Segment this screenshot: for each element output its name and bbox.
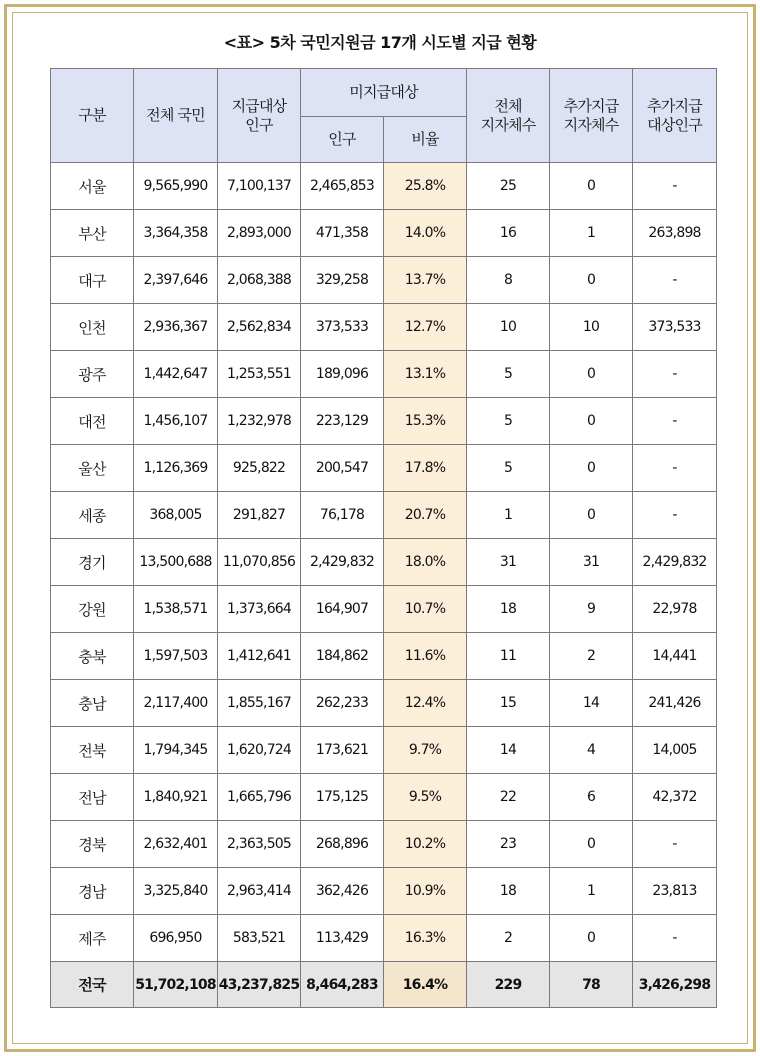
cell-target-population: 2,068,388 bbox=[218, 257, 301, 304]
header-unpaid-ratio: 비율 bbox=[384, 117, 467, 163]
cell-extra-local-govts: 1 bbox=[550, 868, 633, 915]
cell-unpaid-population: 362,426 bbox=[301, 868, 384, 915]
cell-region: 광주 bbox=[51, 351, 134, 398]
cell-target-population: 11,070,856 bbox=[218, 539, 301, 586]
cell-total-population: 1,442,647 bbox=[134, 351, 218, 398]
cell-region: 제주 bbox=[51, 915, 134, 962]
cell-total-population: 1,794,345 bbox=[134, 727, 218, 774]
table-row bbox=[51, 727, 717, 774]
header-unpaid: 미지급대상 bbox=[301, 69, 467, 117]
table-row bbox=[51, 210, 717, 257]
cell-unpaid-population: 223,129 bbox=[301, 398, 384, 445]
cell-extra-local-govts: 0 bbox=[550, 492, 633, 539]
cell-target-population: 583,521 bbox=[218, 915, 301, 962]
header-extra-target-population bbox=[633, 69, 717, 163]
cell-region: 대전 bbox=[51, 398, 134, 445]
table-body bbox=[51, 163, 717, 1008]
cell-target-population: 2,893,000 bbox=[218, 210, 301, 257]
cell-region: 서울 bbox=[51, 163, 134, 210]
cell-extra-local-govts: 4 bbox=[550, 727, 633, 774]
cell-target-population: 2,963,414 bbox=[218, 868, 301, 915]
cell-unpaid-population: 113,429 bbox=[301, 915, 384, 962]
cell-unpaid-population: 184,862 bbox=[301, 633, 384, 680]
cell-total-local-govts: 5 bbox=[467, 445, 550, 492]
cell-target-population: 1,855,167 bbox=[218, 680, 301, 727]
cell-unpaid-population: 2,429,832 bbox=[301, 539, 384, 586]
cell-target-population: 1,232,978 bbox=[218, 398, 301, 445]
cell-region: 울산 bbox=[51, 445, 134, 492]
table-row bbox=[51, 257, 717, 304]
cell-unpaid-population: 175,125 bbox=[301, 774, 384, 821]
cell-total-local-govts: 11 bbox=[467, 633, 550, 680]
cell-extra-target-population: 14,005 bbox=[633, 727, 717, 774]
table-row bbox=[51, 304, 717, 351]
cell-total-population: 1,840,921 bbox=[134, 774, 218, 821]
cell-extra-target-population: 2,429,832 bbox=[633, 539, 717, 586]
cell-unpaid-ratio: 20.7% bbox=[384, 492, 467, 539]
cell-unpaid-ratio: 15.3% bbox=[384, 398, 467, 445]
cell-extra-target-population: 241,426 bbox=[633, 680, 717, 727]
cell-extra-local-govts: 6 bbox=[550, 774, 633, 821]
total-extra-local-govts: 78 bbox=[550, 962, 633, 1008]
cell-unpaid-population: 268,896 bbox=[301, 821, 384, 868]
header-target-population-line1: 지급대상 bbox=[231, 96, 287, 115]
cell-region: 부산 bbox=[51, 210, 134, 257]
cell-extra-target-population: - bbox=[633, 351, 717, 398]
cell-extra-local-govts: 0 bbox=[550, 163, 633, 210]
cell-extra-local-govts: 0 bbox=[550, 398, 633, 445]
cell-extra-local-govts: 14 bbox=[550, 680, 633, 727]
cell-extra-target-population: - bbox=[633, 821, 717, 868]
cell-total-population: 2,936,367 bbox=[134, 304, 218, 351]
cell-extra-target-population: - bbox=[633, 915, 717, 962]
cell-total-local-govts: 16 bbox=[467, 210, 550, 257]
cell-region: 세종 bbox=[51, 492, 134, 539]
cell-total-population: 368,005 bbox=[134, 492, 218, 539]
cell-total-population: 1,538,571 bbox=[134, 586, 218, 633]
cell-target-population: 1,620,724 bbox=[218, 727, 301, 774]
cell-extra-target-population: - bbox=[633, 492, 717, 539]
cell-region: 전북 bbox=[51, 727, 134, 774]
table-row bbox=[51, 398, 717, 445]
header-region: 구분 bbox=[51, 69, 134, 163]
cell-extra-local-govts: 1 bbox=[550, 210, 633, 257]
cell-extra-target-population: 263,898 bbox=[633, 210, 717, 257]
cell-target-population: 1,412,641 bbox=[218, 633, 301, 680]
cell-target-population: 2,562,834 bbox=[218, 304, 301, 351]
cell-unpaid-population: 329,258 bbox=[301, 257, 384, 304]
header-total-local-govts-line2: 지자체수 bbox=[480, 115, 536, 134]
cell-extra-local-govts: 0 bbox=[550, 445, 633, 492]
cell-extra-target-population: 373,533 bbox=[633, 304, 717, 351]
cell-extra-target-population: - bbox=[633, 257, 717, 304]
cell-total-local-govts: 23 bbox=[467, 821, 550, 868]
cell-extra-local-govts: 0 bbox=[550, 915, 633, 962]
cell-region: 강원 bbox=[51, 586, 134, 633]
table-row bbox=[51, 586, 717, 633]
cell-extra-target-population: - bbox=[633, 163, 717, 210]
table-row bbox=[51, 680, 717, 727]
cell-unpaid-ratio: 10.9% bbox=[384, 868, 467, 915]
header-extra-local-govts-line2: 지자체수 bbox=[563, 115, 619, 134]
table-row bbox=[51, 868, 717, 915]
cell-unpaid-ratio: 10.2% bbox=[384, 821, 467, 868]
table-row bbox=[51, 445, 717, 492]
table-row bbox=[51, 163, 717, 210]
cell-total-population: 1,456,107 bbox=[134, 398, 218, 445]
header-target-population-line2: 인구 bbox=[245, 115, 273, 134]
cell-total-local-govts: 14 bbox=[467, 727, 550, 774]
table-row bbox=[51, 539, 717, 586]
table-title: <표> 5차 국민지원금 17개 시도별 지급 현황 bbox=[223, 33, 537, 52]
cell-extra-local-govts: 0 bbox=[550, 257, 633, 304]
cell-unpaid-ratio: 10.7% bbox=[384, 586, 467, 633]
header-extra-local-govts-line1: 추가지급 bbox=[563, 96, 619, 115]
cell-unpaid-population: 2,465,853 bbox=[301, 163, 384, 210]
cell-total-local-govts: 5 bbox=[467, 398, 550, 445]
cell-unpaid-ratio: 12.4% bbox=[384, 680, 467, 727]
cell-total-population: 696,950 bbox=[134, 915, 218, 962]
cell-total-population: 2,117,400 bbox=[134, 680, 218, 727]
cell-extra-target-population: 22,978 bbox=[633, 586, 717, 633]
cell-target-population: 925,822 bbox=[218, 445, 301, 492]
cell-total-local-govts: 18 bbox=[467, 868, 550, 915]
header-extra-target-population-line2: 대상인구 bbox=[647, 115, 702, 134]
cell-region: 전남 bbox=[51, 774, 134, 821]
cell-extra-target-population: 42,372 bbox=[633, 774, 717, 821]
cell-unpaid-ratio: 9.5% bbox=[384, 774, 467, 821]
cell-total-population: 13,500,688 bbox=[134, 539, 218, 586]
cell-region: 경북 bbox=[51, 821, 134, 868]
cell-total-local-govts: 25 bbox=[467, 163, 550, 210]
cell-unpaid-population: 164,907 bbox=[301, 586, 384, 633]
cell-total-local-govts: 10 bbox=[467, 304, 550, 351]
total-region: 전국 bbox=[51, 962, 134, 1008]
cell-extra-target-population: - bbox=[633, 398, 717, 445]
cell-unpaid-population: 189,096 bbox=[301, 351, 384, 398]
cell-total-local-govts: 18 bbox=[467, 586, 550, 633]
header-total-local-govts bbox=[467, 69, 550, 163]
cell-extra-local-govts: 2 bbox=[550, 633, 633, 680]
cell-extra-local-govts: 0 bbox=[550, 821, 633, 868]
table-row bbox=[51, 633, 717, 680]
cell-extra-local-govts: 0 bbox=[550, 351, 633, 398]
cell-total-local-govts: 8 bbox=[467, 257, 550, 304]
table-row bbox=[51, 821, 717, 868]
cell-unpaid-population: 76,178 bbox=[301, 492, 384, 539]
table-row bbox=[51, 351, 717, 398]
cell-total-local-govts: 15 bbox=[467, 680, 550, 727]
header-target-population bbox=[218, 69, 301, 163]
table-row bbox=[51, 915, 717, 962]
total-total-local-govts: 229 bbox=[467, 962, 550, 1008]
cell-total-population: 2,397,646 bbox=[134, 257, 218, 304]
cell-unpaid-ratio: 16.3% bbox=[384, 915, 467, 962]
cell-region: 충북 bbox=[51, 633, 134, 680]
cell-total-population: 1,126,369 bbox=[134, 445, 218, 492]
cell-total-local-govts: 2 bbox=[467, 915, 550, 962]
cell-extra-target-population: - bbox=[633, 445, 717, 492]
header-total-local-govts-line1: 전체 bbox=[494, 96, 522, 115]
cell-total-local-govts: 1 bbox=[467, 492, 550, 539]
header-unpaid-population: 인구 bbox=[301, 117, 384, 163]
total-row bbox=[51, 962, 717, 1008]
total-total-population: 51,702,108 bbox=[134, 962, 218, 1008]
payment-status-table bbox=[50, 68, 717, 1008]
cell-extra-target-population: 23,813 bbox=[633, 868, 717, 915]
cell-total-population: 2,632,401 bbox=[134, 821, 218, 868]
cell-unpaid-ratio: 17.8% bbox=[384, 445, 467, 492]
cell-total-local-govts: 31 bbox=[467, 539, 550, 586]
cell-total-population: 3,364,358 bbox=[134, 210, 218, 257]
cell-region: 충남 bbox=[51, 680, 134, 727]
cell-extra-local-govts: 31 bbox=[550, 539, 633, 586]
total-extra-target-population: 3,426,298 bbox=[633, 962, 717, 1008]
cell-unpaid-population: 173,621 bbox=[301, 727, 384, 774]
cell-target-population: 2,363,505 bbox=[218, 821, 301, 868]
cell-total-population: 3,325,840 bbox=[134, 868, 218, 915]
cell-unpaid-population: 471,358 bbox=[301, 210, 384, 257]
cell-target-population: 1,253,551 bbox=[218, 351, 301, 398]
cell-target-population: 291,827 bbox=[218, 492, 301, 539]
cell-extra-local-govts: 9 bbox=[550, 586, 633, 633]
header-total-population: 전체 국민 bbox=[134, 69, 218, 163]
header-extra-local-govts bbox=[550, 69, 633, 163]
cell-extra-local-govts: 10 bbox=[550, 304, 633, 351]
cell-region: 경남 bbox=[51, 868, 134, 915]
total-unpaid-population: 8,464,283 bbox=[301, 962, 384, 1008]
cell-unpaid-population: 373,533 bbox=[301, 304, 384, 351]
cell-unpaid-population: 200,547 bbox=[301, 445, 384, 492]
cell-unpaid-ratio: 13.7% bbox=[384, 257, 467, 304]
cell-unpaid-ratio: 13.1% bbox=[384, 351, 467, 398]
cell-unpaid-ratio: 9.7% bbox=[384, 727, 467, 774]
cell-unpaid-ratio: 25.8% bbox=[384, 163, 467, 210]
cell-target-population: 1,665,796 bbox=[218, 774, 301, 821]
cell-unpaid-ratio: 14.0% bbox=[384, 210, 467, 257]
cell-total-local-govts: 5 bbox=[467, 351, 550, 398]
cell-total-population: 9,565,990 bbox=[134, 163, 218, 210]
cell-target-population: 7,100,137 bbox=[218, 163, 301, 210]
total-target-population: 43,237,825 bbox=[218, 962, 301, 1008]
cell-unpaid-ratio: 11.6% bbox=[384, 633, 467, 680]
cell-region: 인천 bbox=[51, 304, 134, 351]
table-row bbox=[51, 492, 717, 539]
table-row bbox=[51, 774, 717, 821]
cell-extra-target-population: 14,441 bbox=[633, 633, 717, 680]
cell-region: 경기 bbox=[51, 539, 134, 586]
cell-total-local-govts: 22 bbox=[467, 774, 550, 821]
cell-unpaid-ratio: 12.7% bbox=[384, 304, 467, 351]
cell-target-population: 1,373,664 bbox=[218, 586, 301, 633]
cell-unpaid-population: 262,233 bbox=[301, 680, 384, 727]
header-extra-target-population-line1: 추가지급 bbox=[647, 96, 702, 115]
cell-region: 대구 bbox=[51, 257, 134, 304]
cell-unpaid-ratio: 18.0% bbox=[384, 539, 467, 586]
total-unpaid-ratio: 16.4% bbox=[384, 962, 467, 1008]
cell-total-population: 1,597,503 bbox=[134, 633, 218, 680]
